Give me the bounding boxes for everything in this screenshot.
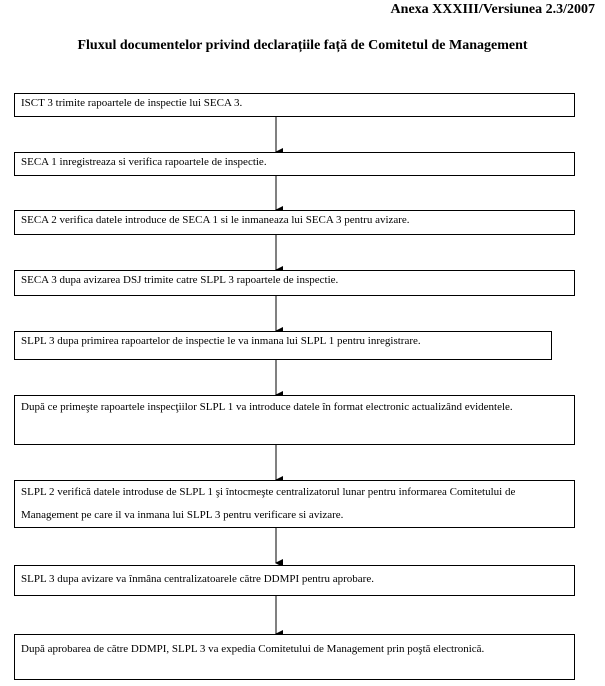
flow-step-1: ISCT 3 trimite rapoartele de inspectie lui SECA 3. — [14, 93, 575, 117]
flow-step-3: SECA 2 verifica datele introduce de SECA 1 si le inmaneaza lui SECA 3 pentru avizare. — [14, 210, 575, 235]
document-annex-label: Anexa XXXIII/Versiunea 2.3/2007 — [390, 2, 595, 17]
page-title: Fluxul documentelor privind declarațiile față de Comitetul de Management — [77, 38, 528, 53]
flow-step-4: SECA 3 dupa avizarea DSJ trimite catre SLPL 3 rapoartele de inspectie. — [14, 270, 575, 296]
flow-step-8: SLPL 3 dupa avizare va înmâna centralizatoarele către DDMPI pentru aprobare. — [14, 565, 575, 596]
flow-step-6: După ce primeşte rapoartele inspecţiilor SLPL 1 va introduce datele în format electronic actualizând evidentele. — [14, 395, 575, 445]
flow-step-2: SECA 1 inregistreaza si verifica rapoartele de inspectie. — [14, 152, 575, 176]
flow-step-5: SLPL 3 dupa primirea rapoartelor de inspectie le va inmana lui SLPL 1 pentru inregistrare. — [14, 331, 552, 360]
flow-step-7: SLPL 2 verifică datele introduse de SLPL 1 şi întocmeşte centralizatorul lunar pentru informarea Comitetului de Management pe care il va inmana lui SLPL 3 pentru verificare si avizare. — [14, 480, 575, 528]
flow-step-9: După aprobarea de către DDMPI, SLPL 3 va expedia Comitetului de Management prin poştă electronică. — [14, 634, 575, 680]
